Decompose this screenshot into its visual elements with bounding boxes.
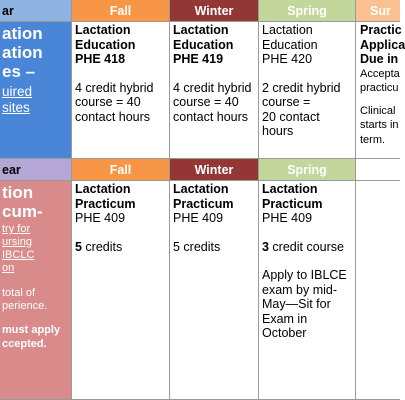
summer-note: Clinical	[360, 104, 396, 117]
course-code: PHE 409	[173, 211, 224, 225]
apply-note: Apply to IBLCE	[262, 268, 347, 282]
course-detail: course = 40	[75, 95, 141, 109]
summer-header-1	[356, 0, 400, 22]
course-credits	[262, 240, 353, 255]
credit-number: 3	[262, 239, 269, 254]
summer-header-1-label: Sur	[370, 4, 391, 18]
course-code: PHE 409	[262, 211, 313, 225]
course-title: Education	[75, 37, 136, 52]
course-title: Practicum	[75, 196, 136, 211]
winter-header-2	[170, 159, 259, 181]
winter-header-2-label: Winter	[194, 163, 234, 177]
fall-header-1	[72, 0, 170, 22]
course-detail: contact hours	[75, 109, 151, 124]
fall-header-1-label: Fall	[109, 4, 132, 18]
course-detail: 4 credit hybrid	[173, 80, 252, 95]
side-bold-line: must apply	[2, 324, 61, 336]
course-code: PHE 419	[173, 52, 224, 66]
course-title: Lactation	[75, 23, 131, 37]
fall-header-2-label: Fall	[109, 163, 132, 177]
spring-course-cell-2	[259, 181, 356, 400]
side-text-line: perience.	[2, 300, 48, 312]
course-title: Lactation	[173, 182, 229, 196]
side-title-line: ation	[2, 43, 43, 62]
side-link-line[interactable]: on	[2, 262, 15, 274]
winter-course-cell-1	[170, 22, 259, 159]
spring-header-2	[259, 159, 356, 181]
summer-title: Applica	[360, 37, 405, 52]
apply-note: exam by mid-	[262, 282, 338, 297]
credit-text: credits	[81, 239, 123, 254]
apply-note: Exam in October	[262, 311, 308, 340]
year-header-1	[0, 0, 72, 22]
course-code: PHE 418	[75, 52, 126, 66]
credit-number: 5	[75, 239, 82, 254]
year-header-2-label: ear	[2, 163, 21, 177]
fall-course-cell-2	[72, 181, 170, 400]
spring-header-2-label: Spring	[287, 163, 327, 177]
summer-note: term.	[360, 133, 386, 146]
course-title: Practicum	[262, 196, 323, 211]
side-title-line: cum-	[2, 202, 43, 221]
course-title: Lactation	[75, 182, 131, 196]
spring-header-1	[259, 0, 356, 22]
fall-header-2	[72, 159, 170, 181]
course-detail: contact hours	[173, 109, 249, 124]
practicum-side-panel	[0, 181, 72, 400]
side-bold-line: ccepted.	[2, 338, 47, 350]
spring-header-1-label: Spring	[287, 4, 327, 18]
summer-note: starts in	[360, 119, 399, 131]
course-credits: 5 credits	[173, 239, 221, 254]
credit-text: credit course	[268, 239, 344, 254]
course-title: Lactation	[173, 23, 229, 37]
course-detail: 20 contact hours	[262, 109, 320, 138]
spring-course-cell-1	[259, 22, 356, 159]
course-title: Lactation	[262, 182, 318, 196]
side-title-line: ation	[2, 24, 43, 43]
summer-header-2	[356, 159, 400, 181]
summer-course-cell-2	[356, 181, 400, 400]
course-credits	[75, 240, 167, 255]
year-header-1-label: ar	[2, 4, 14, 18]
course-title: Practicum	[173, 196, 234, 211]
side-link-line[interactable]: IBCLC	[2, 249, 35, 261]
summer-title: Due in	[360, 52, 399, 66]
side-title-line: es –	[2, 62, 36, 81]
side-link-line[interactable]: try for	[2, 223, 31, 235]
course-code: PHE 409	[75, 211, 126, 225]
course-detail: 4 credit hybrid	[75, 80, 154, 95]
course-title: Education	[173, 37, 234, 52]
side-link-line[interactable]: ursing	[2, 236, 32, 248]
summer-note: Accepta	[360, 67, 400, 80]
course-title: Education	[262, 37, 318, 52]
apply-note: May—Sit for	[262, 297, 331, 311]
course-code: PHE 420	[262, 52, 313, 66]
winter-header-1-label: Winter	[194, 4, 234, 18]
summer-course-cell-1	[356, 22, 405, 159]
side-title-line: tion	[2, 183, 34, 202]
winter-course-cell-2	[170, 181, 259, 400]
prerequisites-link[interactable]: sites	[2, 100, 30, 115]
course-detail: course =	[262, 95, 311, 109]
side-text-line: total of	[2, 287, 36, 299]
course-detail: course = 40	[173, 95, 239, 109]
summer-note: practicu	[360, 82, 399, 94]
education-side-panel	[0, 22, 72, 159]
year-header-2	[0, 159, 72, 181]
course-detail: 2 credit hybrid	[262, 80, 341, 95]
summer-title: Practic	[360, 23, 402, 37]
winter-header-1	[170, 0, 259, 22]
prerequisites-link[interactable]: uired	[2, 84, 33, 99]
fall-course-cell-1	[72, 22, 170, 159]
course-title: Lactation	[262, 23, 313, 37]
